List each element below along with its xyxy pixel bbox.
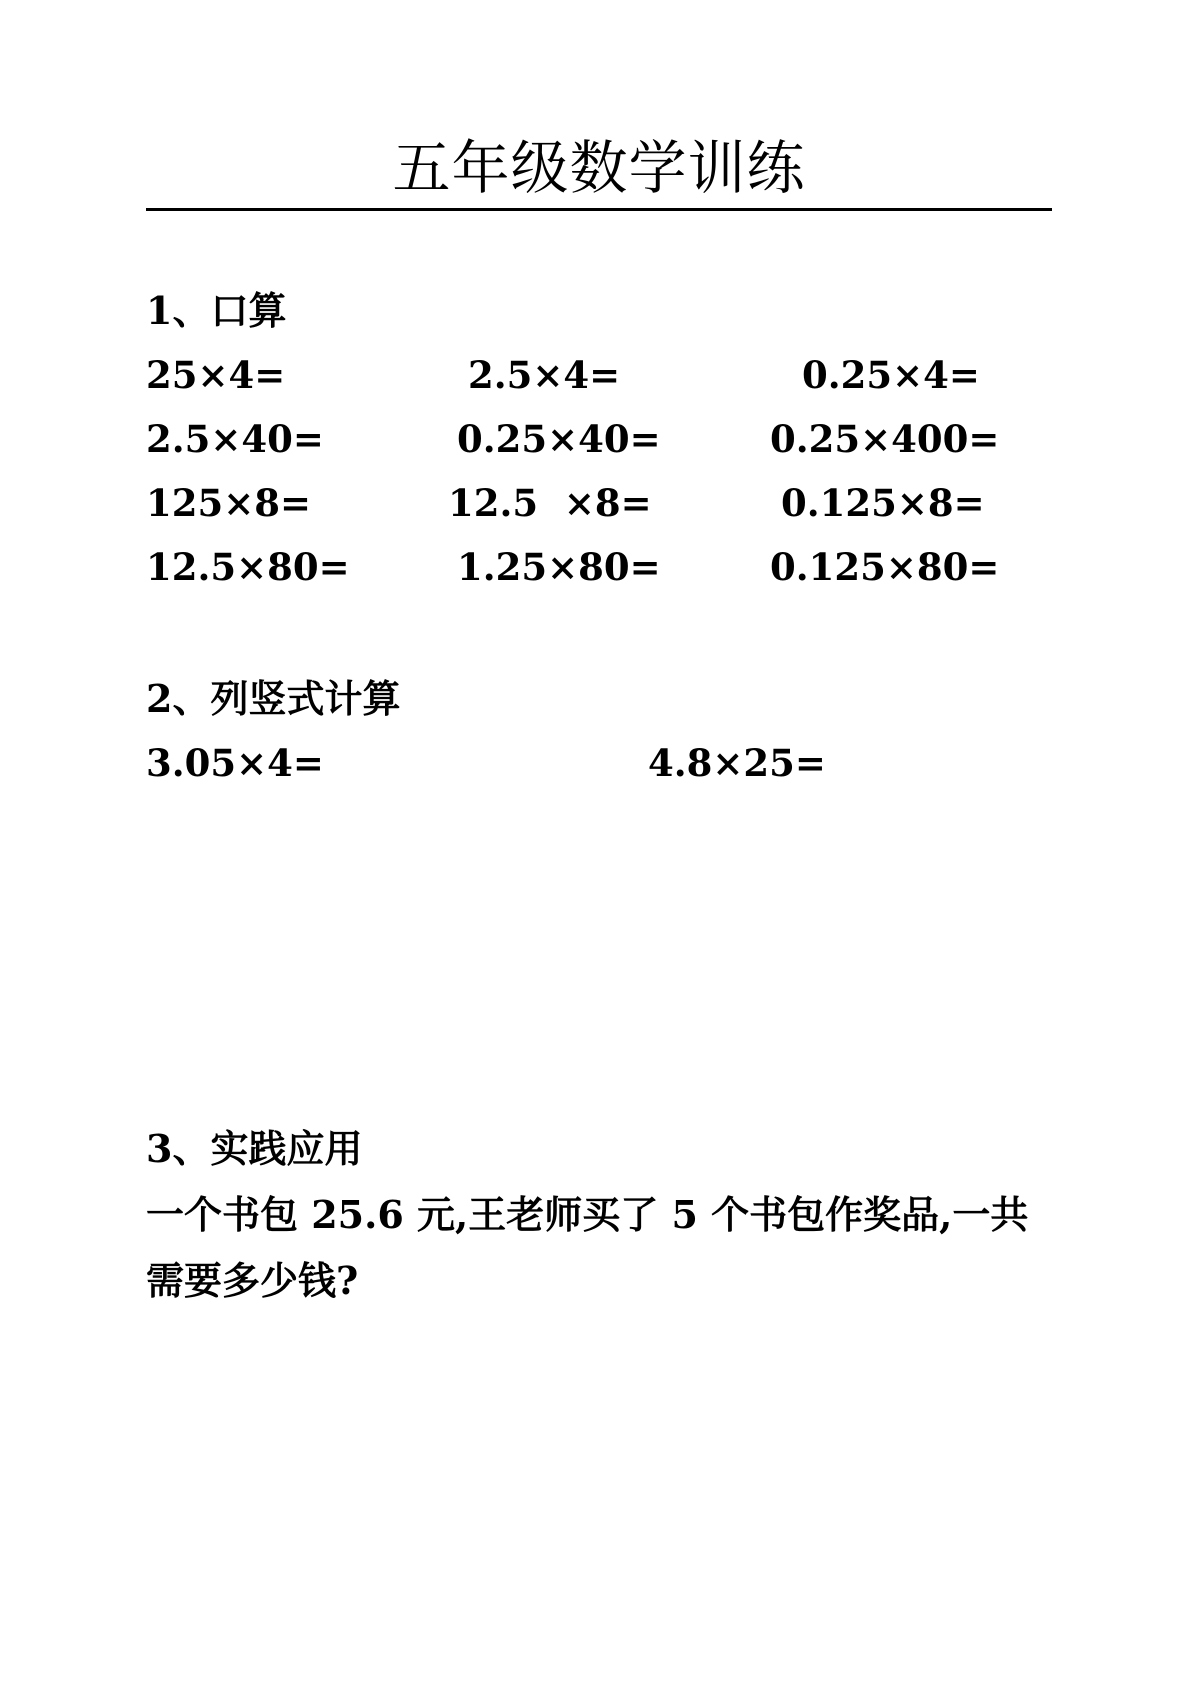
oral-problem: 2.5×4= bbox=[468, 353, 621, 397]
oral-problem: 25×4= bbox=[146, 353, 286, 397]
word-problem-line-1: 一个书包 25.6 元,王老师买了 5 个书包作奖品,一共 bbox=[146, 1192, 1029, 1237]
section-1-heading: 1、口算 bbox=[146, 288, 287, 333]
oral-problem: 12.5×80= bbox=[146, 545, 350, 589]
oral-problem: 0.125×80= bbox=[770, 545, 1000, 589]
page-title: 五年级数学训练 bbox=[392, 134, 806, 202]
section-2-heading: 2、列竖式计算 bbox=[146, 676, 401, 721]
section-3-heading: 3、实践应用 bbox=[146, 1126, 363, 1171]
oral-problem: 0.25×400= bbox=[770, 417, 1000, 461]
oral-problem: 2.5×40= bbox=[146, 417, 324, 461]
oral-problem: 125×8= bbox=[146, 481, 311, 525]
oral-problem: 1.25×80= bbox=[457, 545, 661, 589]
vertical-problem: 4.8×25= bbox=[648, 741, 826, 785]
vertical-problem: 3.05×4= bbox=[146, 741, 324, 785]
title-underline bbox=[146, 208, 1052, 211]
oral-problem: 0.25×40= bbox=[457, 417, 661, 461]
oral-problem: 12.5 ×8= bbox=[448, 481, 652, 525]
oral-problem: 0.125×8= bbox=[781, 481, 985, 525]
word-problem-line-2: 需要多少钱? bbox=[146, 1258, 359, 1303]
oral-problem: 0.25×4= bbox=[802, 353, 980, 397]
